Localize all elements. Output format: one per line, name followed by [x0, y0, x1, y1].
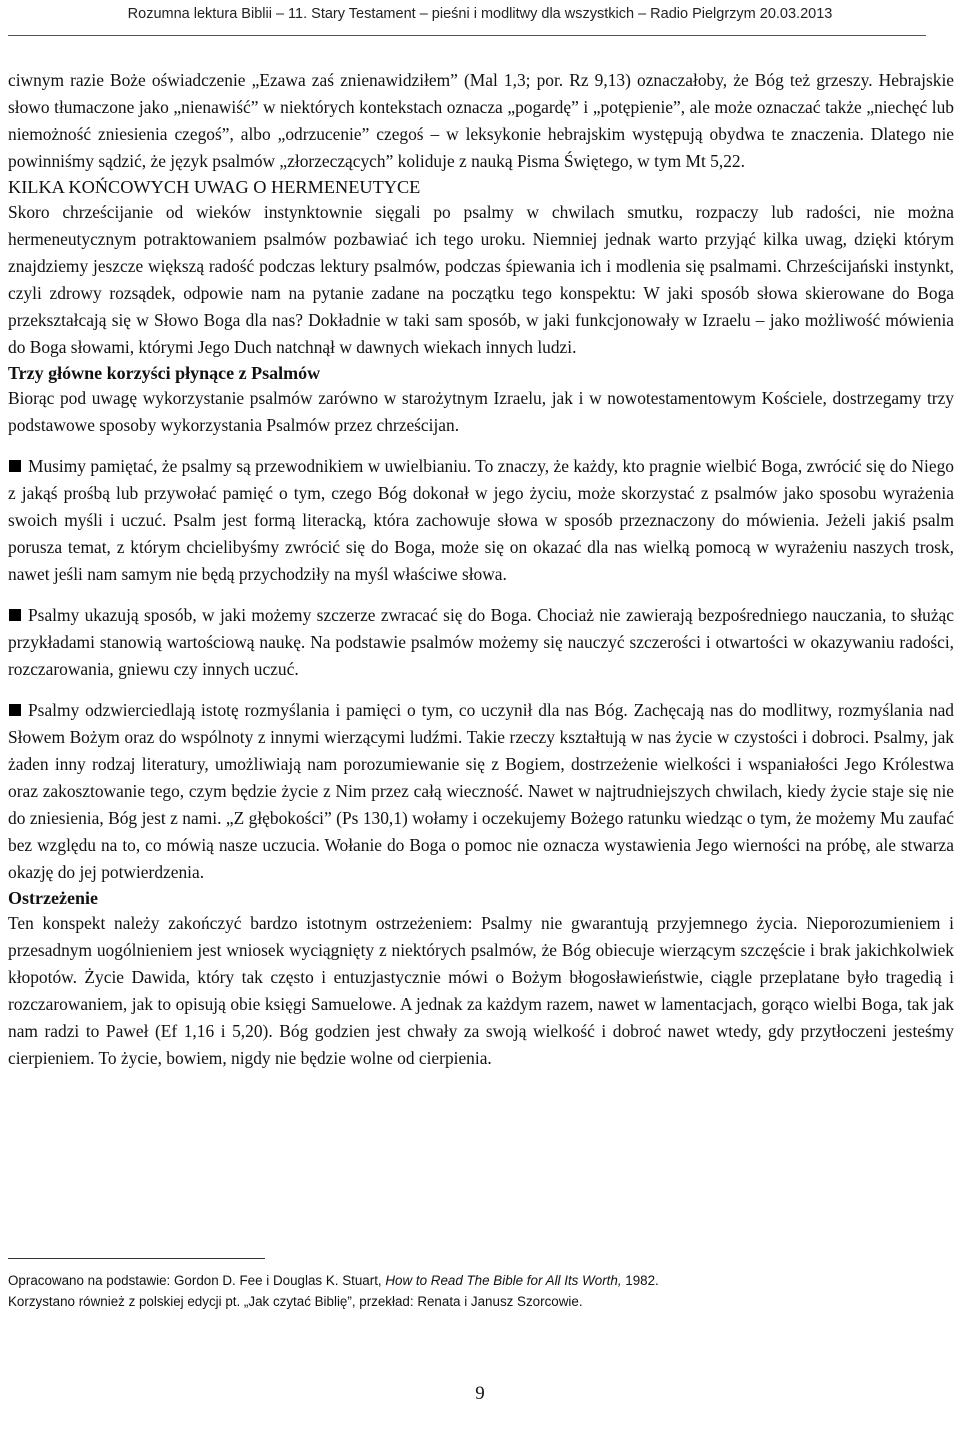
benefit-item	[8, 453, 954, 588]
source-year: 1982.	[621, 1273, 659, 1288]
benefit-item	[8, 602, 954, 683]
benefits-heading: Trzy główne korzyści płynące z Psalmów	[8, 363, 321, 383]
warning-paragraph: Ten konspekt należy zakończyć bardzo istotnym ostrzeżeniem: Psalmy nie gwarantują przyjemnego życia. Nieporozumieniem i przesadnym uogólnieniem jest wniosek wyciągnięty z niektórych psalmów, że Bóg obiecuje wierzącym szczęście i brak jakichkolwiek kłopotów. Życie Dawida, który tak często i entuzjastycznie mówi o Bożym błogosławieństwie, ciągle przeplatane było tragedią i rozczarowaniem, jak to opisują obie księgi Samuelowe. A jednak za każdym razem, nawet w lamentacjach, gorąco wielbi Boga, tak jak nam radzi to Paweł (Ef 1,16 i 5,20). Bóg godzien jest chwały za swoją wielkość i dobroć nawet wtedy, gdy przytłoczeni jesteśmy cierpieniem. To życie, bowiem, nigdy nie będzie wolne od cierpienia.	[8, 913, 954, 1068]
source-prefix: Opracowano na podstawie: Gordon D. Fee i Douglas K. Stuart,	[8, 1273, 386, 1288]
benefit-text: Musimy pamiętać, że psalmy są przewodnikiem w uwielbianiu. To znaczy, że każdy, kto pragnie wielbić Boga, zwrócić się do Niego z jakąś prośbą lub przywołać pamięć o tym, czego Bóg dokonał w jego życiu, może skorzystać z psalmów jako sposobu wyrażenia swoich myśli i uczuć. Psalm jest formą literacką, która zachowuje słowa w sposób przeznaczony do mówienia. Jeżeli jakiś psalm porusza temat, z którym chcielibyśmy zwrócić się do Boga, może się on okazać dla nas wielką pomocą w wyrażeniu naszych trosk, nawet jeśli nam samym nie będą przychodziły na myśl właściwe słowa.	[8, 456, 954, 584]
running-header: Rozumna lektura Biblii – 11. Stary Testament – pieśni i modlitwy dla wszystkich – Radio Pielgrzym 20.03.2013	[127, 6, 833, 22]
benefit-text: Psalmy odzwierciedlają istotę rozmyślania i pamięci o tym, co uczynił dla nas Bóg. Zachęcają nas do modlitwy, rozmyślania nad Słowem Bożym oraz do wspólnoty z innymi wierzącymi ludźmi. Takie rzeczy kształtują w nas życie w czystości i dobroci. Psalmy, jak żaden inny rodzaj literatury, umożliwiają nam porozumiewanie się z Bogiem, dostrzeżenie wielkości i wspaniałości Jego Królestwa oraz zakosztowanie tego, czym będzie życie z Nim przez całą wieczność. Nawet w najtrudniejszych chwilach, kiedy życie staje się nie do zniesienia, Bóg jest z nami. „Z głębokości” (Ps 130,1) wołamy i oczekujemy Bożego ratunku wiedząc o tym, że możemy Mu zaufać bez względu na to, co mówią nasze uczucia. Wołanie do Boga o pomoc nie oznacza wystawienia Jego wierności na próbę, ale stwarza okazję do jej potwierdzenia.	[8, 700, 954, 882]
section-heading: KILKA KOŃCOWYCH UWAG O HERMENEUTYCE	[8, 177, 421, 197]
page-content	[8, 67, 954, 1072]
benefits-intro: Biorąc pod uwagę wykorzystanie psalmów zarówno w starożytnym Izraelu, jak i w nowotestamentowym Kościele, dostrzegamy trzy podstawowe sposoby wykorzystania Psalmów przez chrześcijan.	[8, 388, 954, 435]
footnote-rule	[8, 1258, 265, 1259]
square-bullet-icon	[9, 460, 21, 472]
benefit-text: Psalmy ukazują sposób, w jaki możemy szczerze zwracać się do Boga. Chociaż nie zawierają bezpośredniego nauczania, to służąc przykładami stanowią wartościową naukę. Na podstawie psalmów możemy się nauczyć szczerości i otwartości w okazywaniu radości, rozczarowania, gniewu czy innych uczuć.	[8, 605, 954, 679]
hermeneutics-paragraph: Skoro chrześcijanie od wieków instynktownie sięgali po psalmy w chwilach smutku, rozpaczy lub radości, nie można hermeneutycznym potraktowaniem psalmów pozbawiać ich tego uroku. Niemniej jednak warto przyjąć kilka uwag, dzięki którym znajdziemy jeszcze większą radość podczas lektury psalmów, podczas śpiewania ich i modlenia się psalmami. Chrześcijański instynkt, czyli zdrowy rozsądek, odpowie nam na pytanie zadane na początku tego konspektu: W jaki sposób słowa skierowane do Boga przekształcają się w Słowo Boga dla nas? Dokładnie w taki sam sposób, w jaki funkcjonowały w Izraelu – jako możliwość mówienia do Boga słowami, którymi Jego Duch natchnął w dawnych wiekach innych ludzi.	[8, 202, 954, 357]
intro-paragraph: ciwnym razie Boże oświadczenie „Ezawa zaś znienawidziłem” (Mal 1,3; por. Rz 9,13) oznaczałoby, że Bóg też grzeszy. Hebrajskie słowo tłumaczone jako „nienawiść” w niektórych kontekstach oznacza „pogardę” i „potępienie”, ale może oznaczać także „niechęć lub niemożność zniesienia czegoś”, albo „odrzucenie” czegoś – w leksykonie hebrajskim występują obydwa te znaczenia. Dlatego nie powinniśmy sądzić, że język psalmów „złorzeczących” koliduje z nauką Pisma Świętego, w tym Mt 5,22.	[8, 70, 954, 171]
benefit-item	[8, 697, 954, 886]
page-number: 9	[475, 1383, 485, 1404]
polish-edition-note: Korzystano również z polskiej edycji pt. „Jak czytać Biblię”, przekład: Renata i Janusz Szorcowie.	[8, 1294, 583, 1309]
source-notes	[8, 1270, 954, 1312]
square-bullet-icon	[9, 609, 21, 621]
source-citation	[8, 1270, 954, 1291]
square-bullet-icon	[9, 704, 21, 716]
warning-heading: Ostrzeżenie	[8, 888, 98, 908]
source-book-title: How to Read The Bible for All Its Worth,	[385, 1273, 622, 1288]
header-rule	[8, 35, 926, 36]
